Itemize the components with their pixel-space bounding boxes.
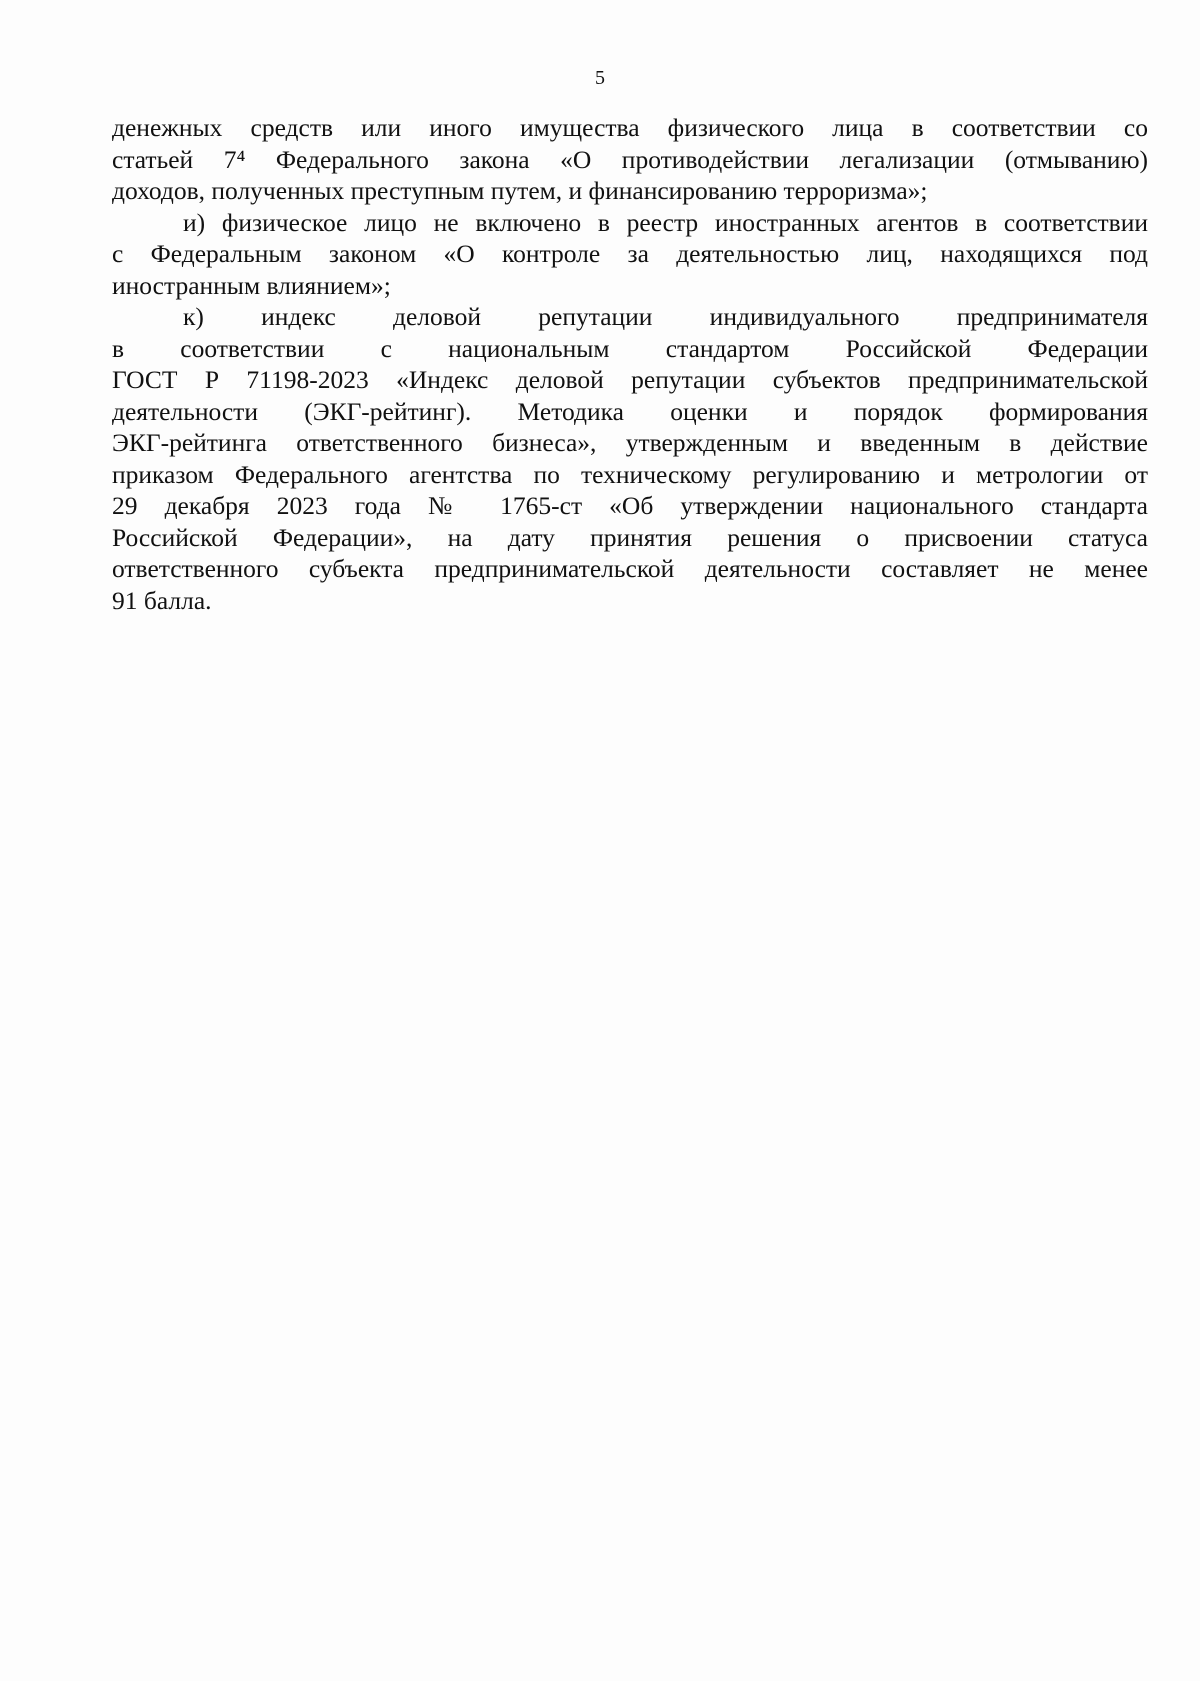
text-line: приказом Федерального агентства по техническому регулированию и метрологии от [112, 459, 1148, 489]
document-body [112, 112, 1148, 616]
text-line: с Федеральным законом «О контроле за деятельностью лиц, находящихся под [112, 239, 1148, 268]
paragraph-item-k [112, 301, 1148, 616]
text-line: 91 балла. [112, 585, 212, 615]
text-line: в соответствии с национальным стандартом Российской Федерации [112, 333, 1148, 363]
page-number: 5 [595, 67, 605, 89]
text-line: Российской Федерации», на дату принятия решения о присвоении статуса [112, 522, 1148, 552]
text-line-with-superscript [112, 144, 1148, 176]
paragraph-continuation [112, 112, 1148, 207]
text-fragment: статьей 7⁴ Федерального закона «О противодействии легализации (отмыванию) [112, 144, 1148, 174]
paragraph-item-i [112, 207, 1148, 302]
text-line: ответственного субъекта предпринимательской деятельности составляет не менее [112, 554, 1148, 583]
text-line: деятельности (ЭКГ-рейтинг). Методика оценки и порядок формирования [112, 396, 1148, 426]
text-line: иностранным влиянием»; [112, 270, 391, 300]
text-line: 29 декабря 2023 года № 1765-ст «Об утверждении национального стандарта [112, 491, 1148, 520]
text-line: ГОСТ Р 71198-2023 «Индекс деловой репутации субъектов предпринимательской [112, 365, 1148, 394]
text-line: и) физическое лицо не включено в реестр иностранных агентов в соответствии [183, 207, 1148, 237]
text-line: денежных средств или иного имущества физического лица в соответствии со [112, 113, 1148, 142]
text-line: к) индекс деловой репутации индивидуального предпринимателя [183, 302, 1148, 331]
text-line: доходов, полученных преступным путем, и финансированию терроризма»; [112, 176, 928, 205]
text-line: ЭКГ-рейтинга ответственного бизнеса», утвержденным и введенным в действие [112, 428, 1148, 457]
